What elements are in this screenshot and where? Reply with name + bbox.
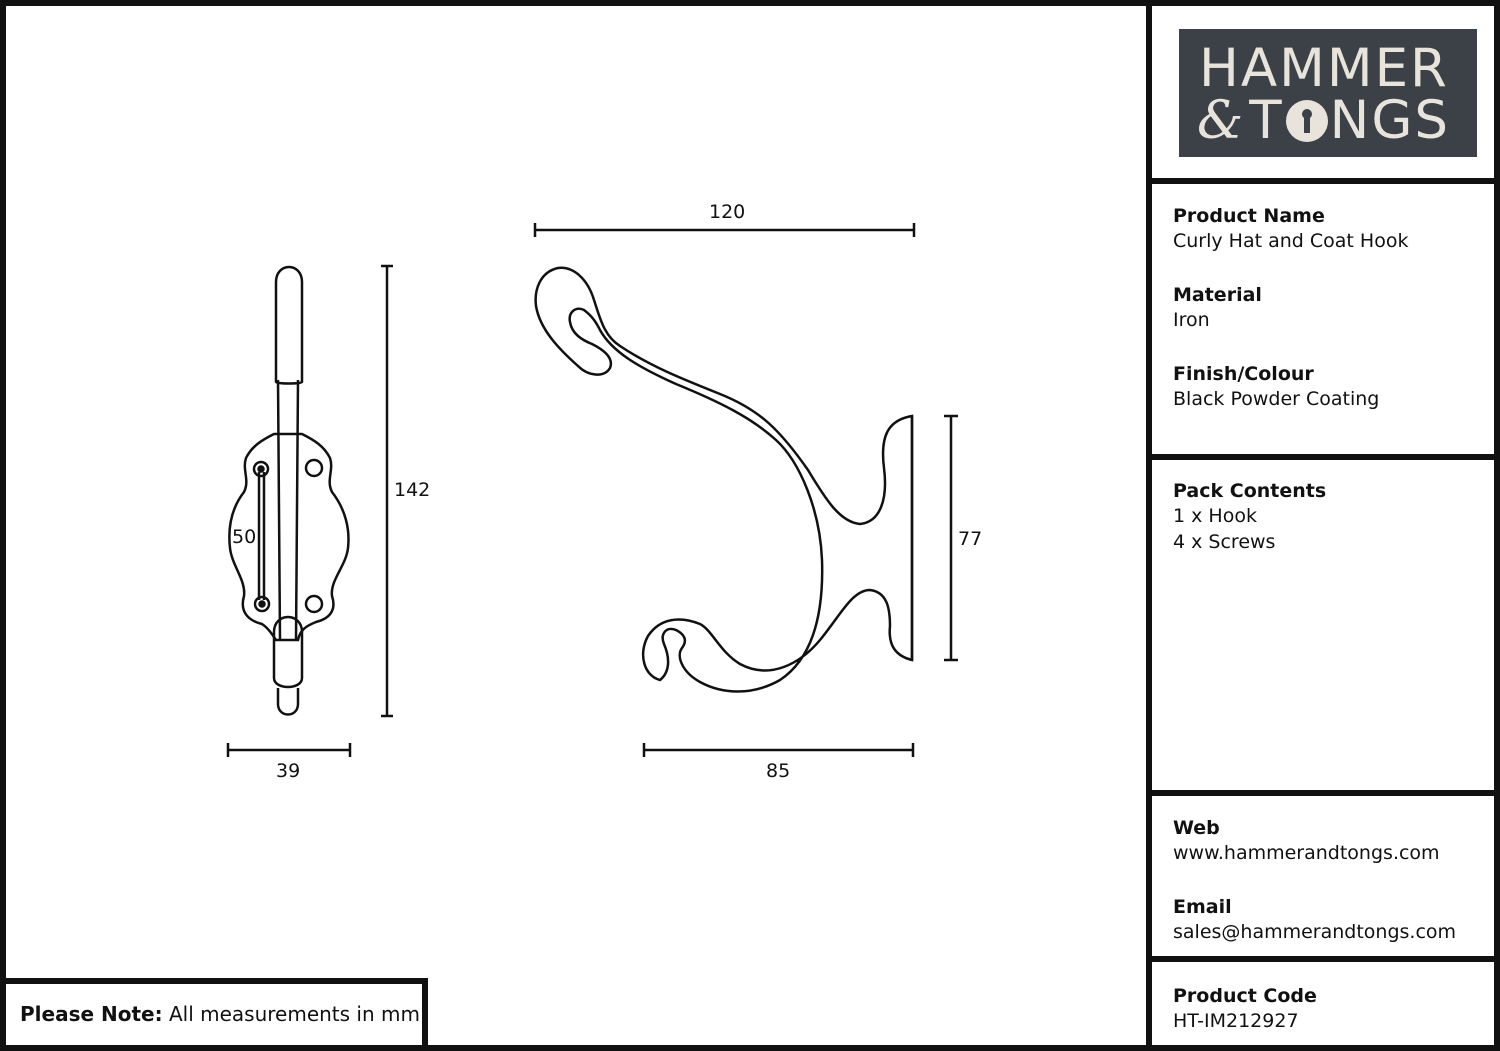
hook-stem-front — [278, 380, 298, 640]
dim-hole-spacing: 50 — [232, 526, 257, 548]
email-field — [1173, 895, 1456, 945]
brand-ampersand: & — [1197, 91, 1246, 151]
dim-front-width: 39 — [276, 760, 301, 782]
material-field — [1173, 283, 1262, 333]
product-name-field — [1173, 204, 1408, 254]
finish-value: Black Powder Coating — [1173, 388, 1380, 410]
pack-label: Pack Contents — [1173, 480, 1327, 502]
hole-spacing-line — [259, 472, 264, 600]
height-dim-line — [381, 266, 393, 716]
bottom-tip — [278, 688, 298, 715]
product-code-label: Product Code — [1173, 985, 1317, 1007]
screw-hole — [306, 596, 322, 612]
brand-line1: HAMMER — [1199, 38, 1449, 99]
measurement-note — [0, 978, 428, 1051]
brand-logo — [1179, 29, 1477, 157]
side-width-dim-line — [535, 223, 914, 237]
brand-line2-b: NGS — [1329, 90, 1451, 151]
dim-side-depth: 85 — [766, 760, 791, 782]
product-code-field — [1173, 984, 1317, 1034]
email-link[interactable]: sales@hammerandtongs.com — [1173, 921, 1457, 943]
plate-height-dim-line — [944, 416, 958, 660]
hook-side-outline — [536, 268, 912, 692]
info-panel — [1146, 0, 1500, 1051]
pack-box — [1152, 454, 1500, 790]
brand-line2-a: T — [1249, 90, 1284, 151]
spec-box — [1152, 178, 1500, 454]
dim-side-width: 120 — [709, 201, 746, 223]
screw-hole — [306, 460, 322, 476]
width-dim-line — [228, 743, 350, 757]
contact-box — [1152, 790, 1500, 956]
side-depth-dim-line — [644, 743, 913, 757]
product-name-label: Product Name — [1173, 205, 1325, 227]
keyhole-icon — [1286, 100, 1328, 142]
email-label: Email — [1173, 896, 1232, 918]
note-label: Please Note: — [20, 1002, 163, 1026]
web-label: Web — [1173, 817, 1220, 839]
finish-field — [1173, 362, 1379, 412]
material-label: Material — [1173, 284, 1262, 306]
logo-box — [1152, 0, 1500, 178]
product-name-value: Curly Hat and Coat Hook — [1173, 230, 1409, 252]
code-box — [1152, 956, 1500, 1051]
pack-field — [1173, 479, 1326, 555]
bottom-knob — [274, 617, 302, 687]
web-field — [1173, 816, 1440, 866]
material-value: Iron — [1173, 309, 1210, 331]
product-code-value: HT-IM212927 — [1173, 1010, 1299, 1032]
note-text: All measurements in mm — [162, 1002, 420, 1026]
dim-front-height: 142 — [394, 479, 431, 501]
finish-label: Finish/Colour — [1173, 363, 1314, 385]
web-link[interactable]: www.hammerandtongs.com — [1173, 842, 1440, 864]
pack-item: 1 x Hook — [1173, 505, 1257, 527]
top-knob — [276, 267, 302, 384]
technical-drawing — [6, 6, 1146, 978]
brand-line2 — [1197, 91, 1450, 151]
dim-plate-height: 77 — [958, 528, 983, 550]
pack-item: 4 x Screws — [1173, 531, 1276, 553]
